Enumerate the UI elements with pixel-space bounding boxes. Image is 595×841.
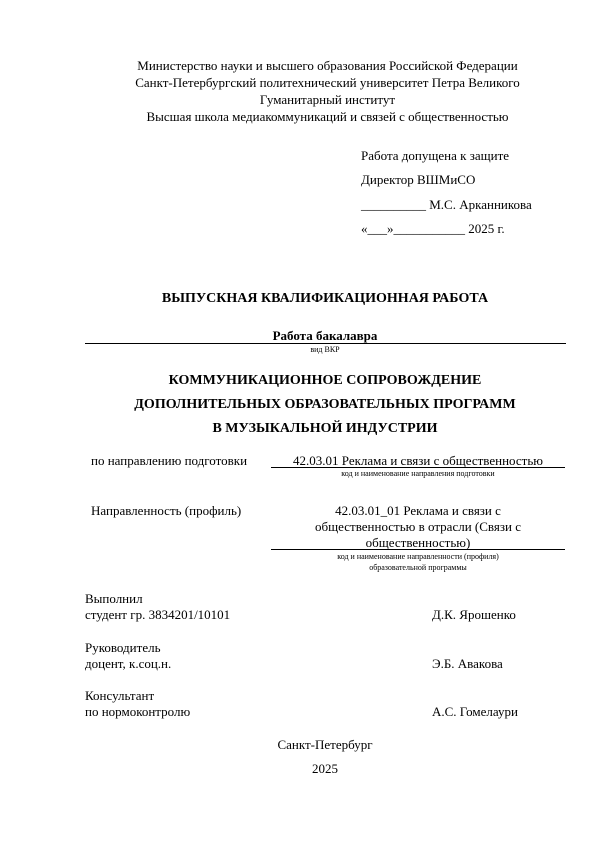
direction-label: по направлению подготовки xyxy=(91,453,248,468)
profile-caption-line-1: код и наименование направленности (профиля) xyxy=(337,552,499,561)
profile-caption-line-2: образовательной программы xyxy=(369,563,467,572)
work-type-caption: вид ВКР xyxy=(310,345,340,354)
direction-value: 42.03.01 Реклама и связи с общественностью xyxy=(293,453,543,468)
ministry-line: Министерство науки и высшего образования Российской Федерации xyxy=(137,58,518,73)
approval-line-date: «___»___________ 2025 г. xyxy=(361,221,505,236)
school-line: Высшая школа медиакоммуникаций и связей с общественностью xyxy=(146,109,509,124)
supervisor-name: Э.Б. Авакова xyxy=(432,656,503,671)
footer-city: Санкт-Петербург xyxy=(277,737,373,752)
profile-value-line-3: общественностью) xyxy=(365,535,471,550)
consultant-name: А.С. Гомелаури xyxy=(432,704,518,719)
performer-name: Д.К. Ярошенко xyxy=(432,607,516,622)
direction-caption: код и наименование направления подготовки xyxy=(341,469,495,478)
performer-label: Выполнил xyxy=(85,591,143,606)
profile-value-line-1: 42.03.01_01 Реклама и связи с xyxy=(335,503,501,518)
work-type-value: Работа бакалавра xyxy=(272,328,378,343)
profile-value-line-2: общественностью в отрасли (Связи с xyxy=(315,519,521,534)
university-line: Санкт-Петербургский политехнический университет Петра Великого xyxy=(135,75,520,90)
institute-line: Гуманитарный институт xyxy=(259,92,396,107)
topic-line-3: В МУЗЫКАЛЬНОЙ ИНДУСТРИИ xyxy=(212,421,438,436)
consultant-label: Консультант xyxy=(85,688,155,703)
topic-line-2: ДОПОЛНИТЕЛЬНЫХ ОБРАЗОВАТЕЛЬНЫХ ПРОГРАММ xyxy=(134,397,516,412)
consultant-role: по нормоконтролю xyxy=(85,704,191,719)
performer-group: студент гр. 3834201/10101 xyxy=(85,607,231,622)
work-type-underline xyxy=(85,343,566,344)
approval-line-admitted: Работа допущена к защите xyxy=(361,148,510,163)
approval-line-director: Директор ВШМиСО xyxy=(361,172,476,187)
institution-header xyxy=(30,57,595,125)
direction-underline xyxy=(271,467,565,468)
supervisor-degree: доцент, к.соц.н. xyxy=(85,656,172,671)
document-title: ВЫПУСКНАЯ КВАЛИФИКАЦИОННАЯ РАБОТА xyxy=(161,291,489,306)
profile-label: Направленность (профиль) xyxy=(91,503,242,518)
profile-underline xyxy=(271,549,565,550)
topic-line-1: КОММУНИКАЦИОННОЕ СОПРОВОЖДЕНИЕ xyxy=(168,373,482,388)
footer-year: 2025 xyxy=(312,761,338,776)
supervisor-label: Руководитель xyxy=(85,640,161,655)
approval-line-signature: __________ М.С. Арканникова xyxy=(361,197,532,212)
